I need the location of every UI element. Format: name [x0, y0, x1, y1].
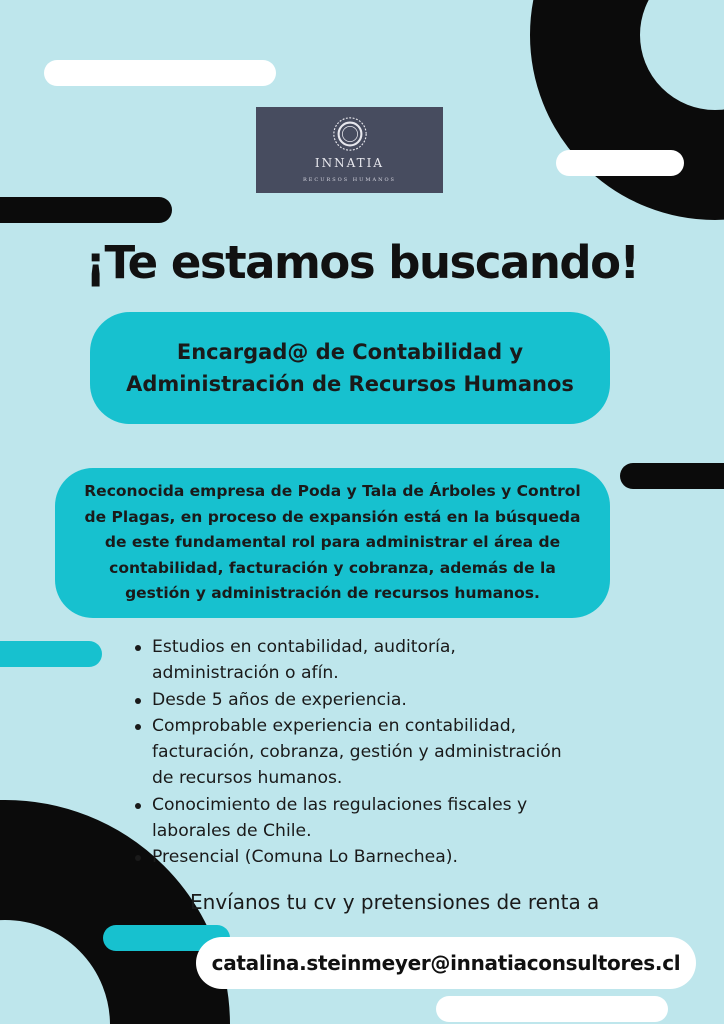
- decorative-pill: [44, 60, 276, 86]
- position-title-line: Encargad@ de Contabilidad y: [176, 340, 524, 364]
- list-item: [134, 792, 634, 845]
- call-to-action-text: Envíanos tu cv y pretensiones de renta a: [190, 890, 600, 914]
- requirement-text: facturación, cobranza, gestión y administración: [152, 742, 562, 763]
- list-item: [134, 687, 634, 713]
- requirement-text: Desde 5 años de experiencia.: [152, 689, 407, 710]
- page-title: ¡Te estamos buscando!: [85, 236, 639, 289]
- email-contact-box: [196, 937, 696, 989]
- logo-emblem-icon: [331, 115, 369, 153]
- requirement-text: Presencial (Comuna Lo Barnechea).: [152, 847, 458, 868]
- requirement-text: Estudios en contabilidad, auditoría,: [152, 637, 456, 657]
- contact-email-link[interactable]: catalina.steinmeyer@innatiaconsultores.cl: [211, 951, 681, 975]
- description-line: Reconocida empresa de Poda y Tala de Árboles y Control: [84, 482, 581, 501]
- requirement-text: Conocimiento de las regulaciones fiscales y: [152, 794, 528, 815]
- bullet-icon: [135, 803, 141, 809]
- list-item: [134, 713, 634, 792]
- requirement-text: laborales de Chile.: [152, 821, 312, 842]
- decorative-pill: [556, 150, 684, 176]
- requirement-text: de recursos humanos.: [152, 768, 343, 789]
- position-title-box: [90, 312, 610, 424]
- bullet-icon: [135, 855, 141, 861]
- logo-subtitle: RECURSOS HUMANOS: [303, 177, 396, 183]
- decorative-pill: [620, 463, 724, 489]
- decorative-pill: [0, 197, 172, 223]
- requirement-text: administración o afín.: [152, 663, 339, 684]
- decorative-pill: [0, 641, 102, 667]
- description-line: contabilidad, facturación y cobranza, además de la: [109, 558, 556, 577]
- company-logo: [256, 107, 443, 193]
- logo-name: INNATIA: [314, 156, 385, 170]
- description-line: gestión y administración de recursos humanos.: [125, 584, 540, 603]
- requirement-text: Comprobable experiencia en contabilidad,: [152, 715, 517, 736]
- bullet-icon: [135, 724, 141, 730]
- company-description-box: [55, 468, 610, 618]
- bullet-icon: [135, 645, 141, 651]
- list-item: [134, 844, 634, 870]
- decorative-ring-top: [530, 0, 724, 220]
- requirements-list: [134, 634, 634, 871]
- list-item: [134, 634, 634, 687]
- position-title-line: Administración de Recursos Humanos: [126, 372, 574, 396]
- bullet-icon: [135, 698, 141, 704]
- decorative-pill: [436, 996, 668, 1022]
- description-line: de Plagas, en proceso de expansión está en la búsqueda: [84, 507, 581, 526]
- description-line: de este fundamental rol para administrar el área de: [104, 533, 561, 552]
